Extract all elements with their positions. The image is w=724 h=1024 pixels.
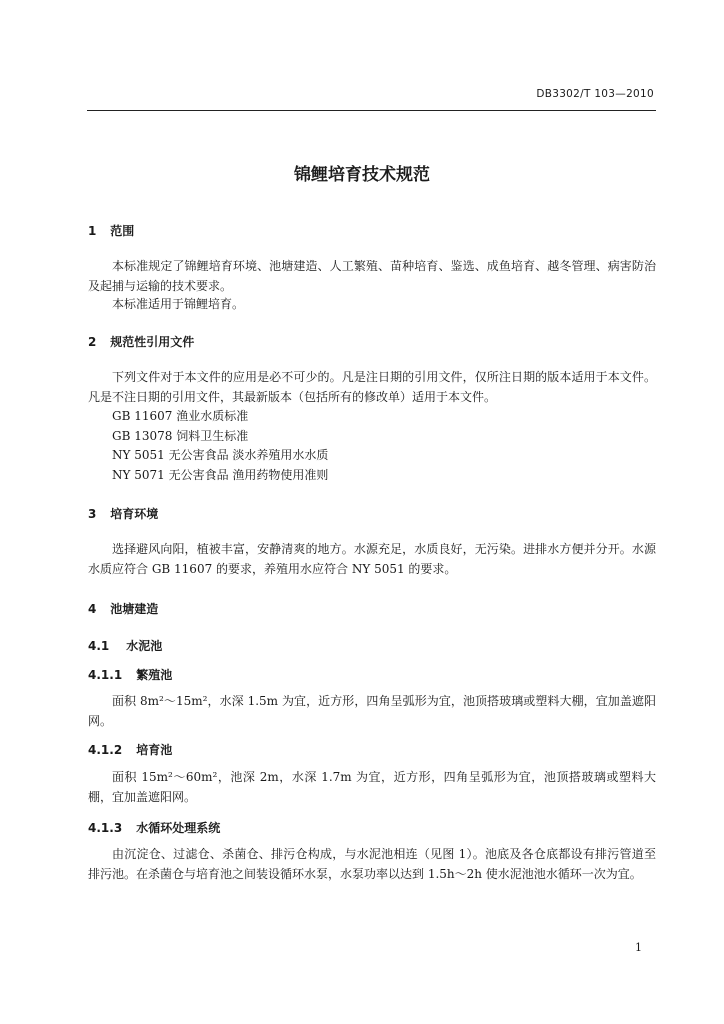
reference-item: GB 11607 渔业水质标准 [112, 409, 249, 423]
subsection-heading-4-1-2 [88, 741, 172, 758]
header-rule [87, 110, 656, 111]
section-title: 培育环境 [110, 507, 159, 521]
paragraph: 本标准适用于锦鲤培育。 [112, 297, 245, 311]
section-title: 范围 [110, 224, 135, 238]
section-title: 培育池 [136, 743, 173, 757]
paragraph: 选择避风向阳，植被丰富，安静清爽的地方。水源充足，水质良好，无污染。进排水方便并分开。水源水质应符合 GB 11607 的要求，养殖用水应符合 NY 5051 的要求。 [88, 542, 656, 576]
reference-item: GB 13078 饲料卫生标准 [112, 429, 249, 443]
section-heading-4 [88, 600, 158, 617]
section-number: 2 [88, 335, 97, 349]
paragraph: 下列文件对于本文件的应用是必不可少的。凡是注日期的引用文件，仅所注日期的版本适用于本文件。凡是不注日期的引用文件，其最新版本（包括所有的修改单）适用于本文件。 [88, 370, 656, 404]
section-number: 4.1.1 [88, 668, 123, 682]
section-number: 1 [88, 224, 97, 238]
paragraph: 由沉淀仓、过滤仓、杀菌仓、排污仓构成，与水泥池相连（见图 1）。池底及各仓底都设有排污管道至排污池。在杀菌仓与培育池之间装设循环水泵，水泵功率以达到 1.5h～2h 使水泥池池水循环一次为宜。 [88, 847, 656, 881]
page-number: 1 [635, 941, 642, 954]
paragraph: 面积 8m²～15m²，水深 1.5m 为宜，近方形，四角呈弧形为宜，池顶搭玻璃或塑料大棚，宜加盖遮阳网。 [88, 694, 656, 728]
section-number: 4.1.3 [88, 821, 123, 835]
document-title: 锦鲤培育技术规范 [294, 165, 430, 185]
section-number: 4.1 [88, 639, 110, 653]
section-number: 4.1.2 [88, 743, 123, 757]
section-title: 池塘建造 [110, 602, 159, 616]
section-heading-3 [88, 505, 158, 522]
paragraph: 面积 15m²～60m²，池深 2m，水深 1.7m 为宜，近方形，四角呈弧形为宜，池顶搭玻璃或塑料大棚，宜加盖遮阳网。 [88, 770, 656, 804]
section-title: 水循环处理系统 [136, 821, 221, 835]
section-title: 规范性引用文件 [110, 335, 195, 349]
standard-code: DB3302/T 103—2010 [536, 88, 654, 100]
subsection-heading-4-1 [88, 637, 162, 654]
section-number: 3 [88, 507, 97, 521]
subsection-heading-4-1-3 [88, 819, 220, 836]
section-title: 水泥池 [126, 639, 163, 653]
reference-item: NY 5051 无公害食品 淡水养殖用水水质 [112, 448, 329, 462]
section-heading-1 [88, 222, 134, 239]
section-title: 繁殖池 [136, 668, 173, 682]
paragraph: 本标准规定了锦鲤培育环境、池塘建造、人工繁殖、苗种培育、鉴选、成鱼培育、越冬管理、病害防治及起捕与运输的技术要求。 [88, 259, 656, 293]
subsection-heading-4-1-1 [88, 666, 172, 683]
section-number: 4 [88, 602, 97, 616]
reference-item: NY 5071 无公害食品 渔用药物使用准则 [112, 468, 329, 482]
section-heading-2 [88, 333, 194, 350]
